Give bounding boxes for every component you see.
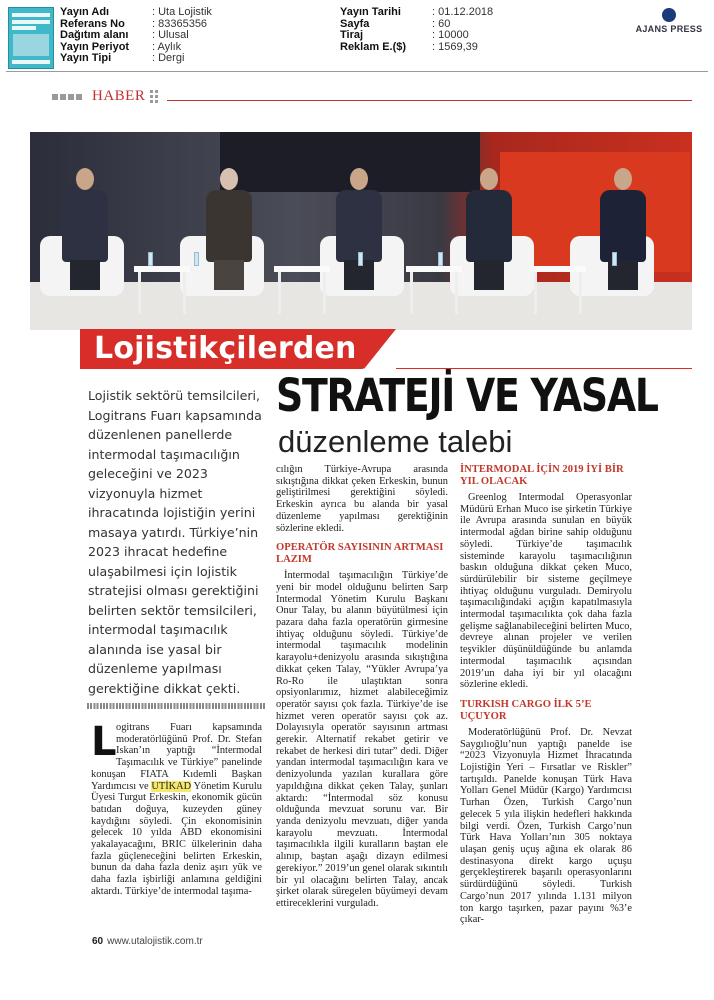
body-column-3 <box>460 464 632 926</box>
meta-row: Sayfa : 60 <box>340 17 451 30</box>
meta-row: Yayın Adı : Uta Lojistik <box>60 6 212 18</box>
subheadline: düzenleme talebi <box>278 424 513 459</box>
headline: STRATEJİ VE YASAL <box>276 369 658 422</box>
dotted-divider <box>87 703 265 709</box>
meta-row: Yayın Tarihi : 01.12.2018 <box>340 6 494 18</box>
header-divider <box>6 71 708 72</box>
paragraph: Logitrans Fuarı kapsamında moderatörlüğünü Prof. Dr. Stefan Iskan’ın yaptığı “İntermodal Taşımacılık ve Türkiye” panelinde konuşan FIATA Kıdemli Başkan Yardımcısı ve UTİKAD Yönetim Kurulu Üyesi Turgut Erkeskin, ekonomik gücün batıdan doğuya, kuzeyden güney kaydığını söyledi. Çin ekonomisinin gelecek 10 yılda ABD ekonomisini yakalayacağını, BRIC ülkelerinin daha fazla güçleneceğini belirten Erkeskin, bunun da daha fazla deniz aşırı yük ve daha fazla işbirliği anlamına geldiğini aktardı. Türkiye’de intermodal taşıma- <box>91 719 262 897</box>
drop-cap: L <box>91 719 117 765</box>
kicker-band <box>80 329 364 369</box>
subheading: TURKISH CARGO İLK 5’E UÇUYOR <box>460 698 592 722</box>
footer-url: www.utalojistik.com.tr <box>107 936 203 947</box>
intro-text: Lojistik sektörü temsilcileri, Logitrans Fuarı kapsamında düzenlenen panellerde intermodal taşımacılığın geleceğini ve 2023 vizyonuyla hizmet ihracatında lojistiğin yerini masaya yatırdı. Türkiye’nin 2023 ihracat hedefine ulaşabilmesi için lojistik stratejisi olması gerektiğini belirten sektör temsilcileri, intermodal taşımacılık alanında ise yasal bir düzenleme yapılması gerektiğine dikkat çekti. <box>88 388 262 696</box>
paragraph: cılığın Türkiye-Avrupa arasında sıkıştığına dikkat çeken Erkeskin, bunun geliştirilmesi gerektiğini söyledi. Erkeskin ayrıca bu alanda bir yasal düzenleme yapılması gerektiğinin sözlerine ekledi. <box>276 464 448 534</box>
clipping-header <box>0 0 714 74</box>
section-label: HABER <box>92 88 146 104</box>
agency-logo <box>630 8 708 34</box>
meta-right <box>340 7 493 53</box>
panel-photo <box>30 132 692 330</box>
meta-row: Yayın Tipi : Dergi <box>60 52 185 64</box>
paragraph: Greenlog Intermodal Operasyonlar Müdürü Erhan Muco ise şirketin Türkiye ile Avrupa arasında sunulan en büyük intermodal ağdan birine sahip olduğunu söyledi. Türkiye’de taşımacılık sisteminde karayolu taşımacılığının baskın olduğuna dikkat çeken Muco, sürdürülebilir bir sisteme geçilmeye ihtiyaç olduğunu vurguladı. Demiryolu taşımacılığındaki açığın kapatılmasıyla intermodal taşımacılıkta çok daha fazla gelişme sağlanabileceğini belirten Muco, devreye alınan projeler ve verilen teşvikler düşünüldüğünde bu anlamda intermodal taşımacılık açısından 2019’un daha iyi bir yıl olacağını sözlerine ekledi. <box>460 492 632 691</box>
meta-row: Tiraj : 10000 <box>340 29 469 41</box>
page-footer <box>92 936 203 947</box>
subheading: OPERATÖR SAYISININ ARTMASI LAZIM <box>276 542 444 566</box>
meta-row: Referans No : 83365356 <box>60 17 208 30</box>
magazine-cover-thumbnail <box>8 7 54 69</box>
paragraph: İntermodal taşımacılığın Türkiye’de yeni bir model olduğunu belirten Sarp Intermodal Yönetim Kurulu Başkanı Onur Talay, bu alanın büyütülmesi için pazara daha fazla operatörün girmesine ihtiyaç olduğunu söyledi. Türkiye’de intermodal taşımacılık modelinin karayolu+denizyolu arasında sıkıştığına dikkat çeken Talay, “Yükler Avrupa’ya Ro-Ro ile ulaştıktan sonra opsiyonlarımız, hizmet alabileceğimiz operatör sayısı çok fazla. Türkiye’de ise hizmet veren operatör sayısı çok az. Dolayısıyla operatör sayısının artması gerekir. Alternatif rekabet getirir ve rekabet de herkesi diri tutar” dedi. Diğer yandan intermodal taşımacılığın kara ve denizyolunda yazılan kurallara göre yapıldığına dikkat çeken Talay, şunları aktardı: “İntermodal söz konusu olduğunda mevzuat sorunu var. Bir yanda denizyolu mevzuatı, diğer yanda karayolu mevzuatı. İntermodal taşımacılıkla ilgili kuralların baştan ele alınıp, baştan aşağı dizayn edilmesi gerekiyor.” 2019’un genel olarak sıkıntılı bir yıl olacağını belirten Talay, ancak şirket olarak süregelen büyümeyi devam ettireceklerini vurguladı. <box>276 570 448 909</box>
meta-row: Dağıtım alanı : Ulusal <box>60 29 189 41</box>
section-rule <box>167 100 692 101</box>
subheading: İNTERMODAL İÇİN 2019 İYİ BİR YIL OLACAK <box>460 464 624 487</box>
meta-row: Yayın Periyot : Aylık <box>60 40 182 53</box>
highlighted-term: UTİKAD <box>151 780 192 792</box>
section-bar <box>52 88 692 106</box>
meta-left <box>60 7 212 65</box>
kicker: Lojistikçilerden <box>94 331 357 366</box>
body-column-1 <box>91 719 262 898</box>
agency-logo-icon <box>662 8 676 22</box>
page-number: 60 <box>92 936 104 947</box>
body-column-2 <box>276 464 448 910</box>
paragraph: Moderatörlüğünü Prof. Dr. Nevzat Saygılıoğlu’nun yaptığı panelde ise “2023 Vizyonuyla Hizmet İhracatında Lojistiğin Yeri – Fırsatlar ve Riskler” tartışıldı. Panelde konuşan Türk Hava Yolları Genel Müdür (Kargo) Yardımcısı Turhan Özen, Turkish Cargo’nun gelecek 5 yıla ilişkin hedefleri hakkında bilgi verdi. Özen, Turkish Cargo’nun Türk Hava Yolları’nın 305 noktaya ulaşan geniş uçuş ağına ek olarak 86 destinasyona direkt kargo uçuşu gerçekleştirerek başarılı operasyonlarını sürdürdüğünü söyledi. Turkish Cargo’nun 2017 yılında 1.131 milyon ton kargo taşırken, pazar payını %3’e çıkar- <box>460 726 632 926</box>
meta-row: Reklam E.($) : 1569,39 <box>340 40 478 53</box>
agency-name: AJANS PRESS <box>635 24 703 34</box>
grid-icon <box>150 90 160 102</box>
